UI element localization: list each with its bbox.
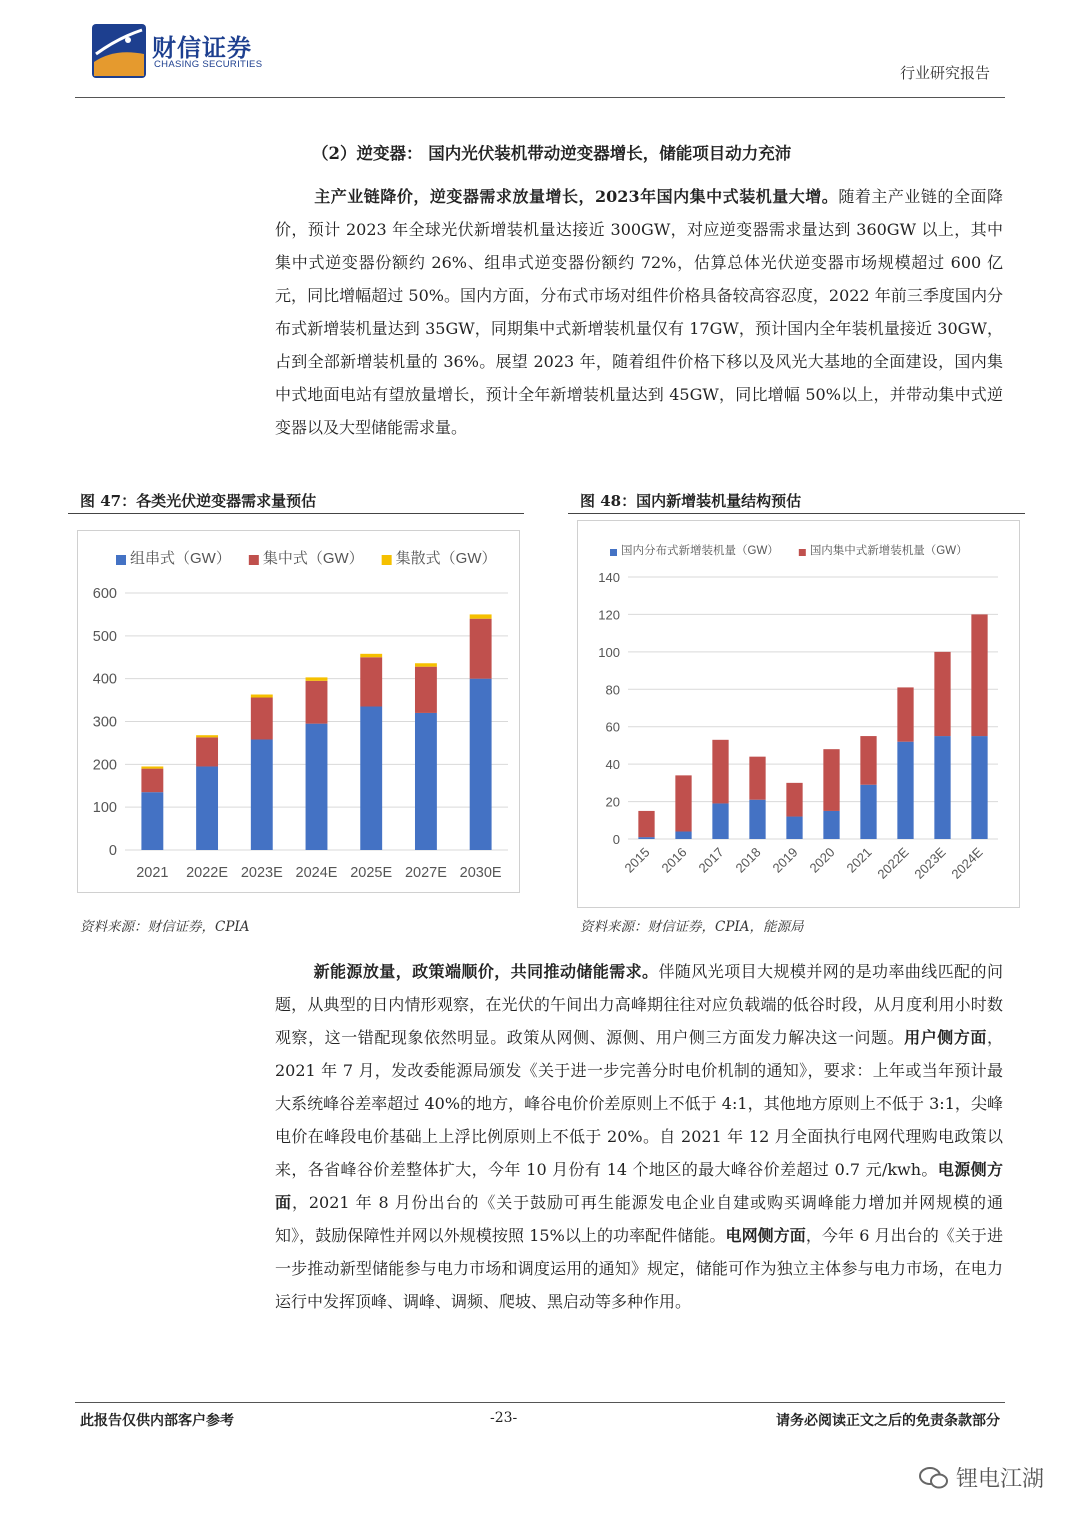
y-tick-label: 80 xyxy=(605,682,620,698)
bar-segment xyxy=(360,654,382,657)
legend-label: 国内集中式新增装机量（GW） xyxy=(809,545,968,557)
y-tick-label: 100 xyxy=(598,644,620,660)
bar-segment xyxy=(749,800,765,839)
legend-swatch xyxy=(116,555,126,565)
bar-segment xyxy=(251,695,273,698)
legend-label: 集散式（GW） xyxy=(395,550,497,567)
footer-disclaimer-right: 请务必阅读正文之后的免责条款部分 xyxy=(776,1413,1000,1429)
company-logo-icon xyxy=(92,24,146,78)
legend-label: 组串式（GW） xyxy=(130,550,231,567)
bar-segment xyxy=(860,785,876,839)
paragraph-inverter-lead: 主产业链降价，逆变器需求放量增长，2023年国内集中式装机量大增。 xyxy=(314,187,839,206)
y-tick-label: 300 xyxy=(92,714,117,731)
legend-label: 集中式（GW） xyxy=(262,550,364,567)
x-tick-label: 2016 xyxy=(658,844,690,876)
bar-segment xyxy=(415,713,437,850)
paragraph-inverter xyxy=(275,180,1003,444)
bar-segment xyxy=(470,679,492,850)
legend-swatch xyxy=(249,555,259,565)
x-tick-label: 2021 xyxy=(843,844,875,876)
bar-segment xyxy=(196,737,218,766)
figure-48-title: 图 48：国内新增装机量结构预估 xyxy=(580,492,802,510)
y-tick-label: 120 xyxy=(598,607,620,623)
page-number: -23- xyxy=(490,1410,518,1426)
x-tick-label: 2017 xyxy=(695,844,727,876)
paragraph-inverter-body: 随着主产业链的全面降价，预计 2023 年全球光伏新增装机量达接近 300GW，对应逆变器需求量达到 360GW 以上，其中集中式逆变器份额约 26%、组串式逆变器份额约 72%，估算总体光伏逆变器市场规模超过 600 亿元，同比增幅超过 50%。国内方面，分布式市场对组件价格具备较高容忍度，2022 年前三季度国内分布式新增装机量达到 35GW，同期集中式新增装机量仅有 17GW，预计国内全年装机量接近 30GW，占到全部新增装机量的 36%。展望 2023 年，随着组件价格下移以及风光大基地的全面建设，国内集中式地面电站有望放量增长，预计全年新增装机量达到 45GW，同比增幅 50%以上，并带动集中式逆变器以及大型储能需求量。 xyxy=(275,187,1003,437)
bar-segment xyxy=(712,740,728,804)
figure-48-source: 资料来源：财信证券，CPIA，能源局 xyxy=(580,919,804,935)
bar-segment xyxy=(638,837,654,839)
wechat-icon xyxy=(919,1466,949,1490)
section-title: （2）逆变器： 国内光伏装机带动逆变器增长，储能项目动力充沛 xyxy=(312,144,792,163)
report-type-label: 行业研究报告 xyxy=(899,64,990,82)
x-tick-label: 2019 xyxy=(769,844,801,876)
bar-segment xyxy=(415,667,437,713)
x-tick-label: 2025E xyxy=(350,865,393,881)
y-tick-label: 0 xyxy=(108,843,117,859)
paragraph-storage-lead: 新能源放量，政策端顺价，共同推动储能需求。 xyxy=(313,962,659,981)
y-tick-label: 600 xyxy=(92,586,117,602)
bar-segment xyxy=(786,817,802,839)
bar-segment xyxy=(786,783,802,817)
legend-label: 国内分布式新增装机量（GW） xyxy=(621,545,779,557)
y-tick-label: 0 xyxy=(612,832,620,847)
figure-47-chart-frame xyxy=(77,530,520,893)
grid-side-heading: 电网侧方面 xyxy=(725,1226,806,1245)
bar-segment xyxy=(141,769,163,793)
bar-segment xyxy=(141,766,163,768)
watermark xyxy=(919,1462,1044,1493)
y-tick-label: 400 xyxy=(92,671,117,688)
y-tick-label: 40 xyxy=(605,757,620,773)
x-tick-label: 2027E xyxy=(404,865,447,881)
x-tick-label: 2023E xyxy=(911,844,949,882)
bar-segment xyxy=(196,735,218,737)
figure-47-chart xyxy=(78,531,519,892)
bar-segment xyxy=(897,687,913,741)
x-tick-label: 2020 xyxy=(806,844,838,876)
bar-segment xyxy=(675,775,691,831)
legend-swatch xyxy=(799,549,806,556)
x-tick-label: 2023E xyxy=(240,865,283,881)
x-tick-label: 2022E xyxy=(874,844,912,882)
bar-segment xyxy=(360,657,382,706)
figure-48-chart-frame xyxy=(577,520,1020,908)
bar-segment xyxy=(971,614,987,736)
y-tick-label: 60 xyxy=(605,719,620,735)
bar-segment xyxy=(712,803,728,839)
paragraph-storage-text-1: 伴随风光项目大规模并网的是功率曲线匹配的问题，从典型的日内情形观察，在光伏的午间出力高峰期往往对应负载端的低谷时段，从月度利用小时数观察，这一错配现象依然明显。政策从网侧、源侧、用户侧三方面发力解决这一问题。 xyxy=(275,962,1003,1047)
bar-segment xyxy=(306,681,328,724)
y-tick-label: 140 xyxy=(598,570,620,585)
legend-swatch xyxy=(382,555,392,565)
bar-segment xyxy=(823,749,839,811)
x-tick-label: 2030E xyxy=(459,865,502,881)
y-tick-label: 200 xyxy=(92,757,117,774)
bar-segment xyxy=(971,736,987,839)
bar-segment xyxy=(306,677,328,680)
x-tick-label: 2018 xyxy=(732,844,764,876)
bar-segment xyxy=(470,614,492,618)
figure-47-title: 图 47：各类光伏逆变器需求量预估 xyxy=(80,492,317,510)
bar-segment xyxy=(251,739,273,850)
bar-segment xyxy=(638,811,654,837)
x-tick-label: 2015 xyxy=(621,844,653,876)
bar-segment xyxy=(823,811,839,839)
bar-segment xyxy=(196,766,218,850)
bar-segment xyxy=(860,736,876,785)
y-tick-label: 100 xyxy=(92,800,117,817)
bar-segment xyxy=(934,736,950,839)
legend-swatch xyxy=(610,549,617,556)
bar-segment xyxy=(306,724,328,850)
paragraph-storage-text-4: ，今年 6 月出台的《关于进一步推动新型储能参与电力市场和调度运用的通知》规定，储能可作为独立主体参与电力市场，在电力运行中发挥顶峰、调峰、调频、爬坡、黑启动等多种作用。 xyxy=(275,1226,1003,1311)
y-tick-label: 20 xyxy=(605,794,620,810)
header-divider xyxy=(75,97,1005,98)
y-tick-label: 500 xyxy=(92,628,117,645)
figure-48-rule xyxy=(568,513,1025,514)
source-side-heading: 电源侧方面 xyxy=(275,1160,1003,1212)
x-tick-label: 2024E xyxy=(948,844,986,882)
bar-segment xyxy=(141,792,163,850)
bar-segment xyxy=(897,742,913,839)
figure-48-chart xyxy=(578,521,1019,907)
x-tick-label: 2022E xyxy=(186,865,229,881)
logo-chinese-name: 财信证券 xyxy=(152,34,252,62)
bar-segment xyxy=(415,663,437,666)
bar-segment xyxy=(470,619,492,679)
paragraph-storage-text-3: ，2021 年 8 月份出台的《关于鼓励可再生能源发电企业自建或购买调峰能力增加并网规模的通知》，鼓励保障性并网以外规模按照 15%以上的功率配件储能。 xyxy=(275,1193,1003,1245)
figure-47-rule xyxy=(68,513,524,514)
bar-segment xyxy=(251,698,273,740)
footer-divider xyxy=(75,1402,1005,1403)
watermark-text: 锂电江湖 xyxy=(955,1467,1044,1492)
footer-disclaimer-left: 此报告仅供内部客户参考 xyxy=(80,1413,234,1429)
figure-47-source: 资料来源：财信证券，CPIA xyxy=(80,919,250,935)
x-tick-label: 2021 xyxy=(136,865,169,881)
bar-segment xyxy=(934,652,950,736)
bar-segment xyxy=(675,832,691,839)
logo-english-name: CHASING SECURITIES xyxy=(154,59,263,70)
user-side-heading: 用户侧方面 xyxy=(904,1028,987,1047)
bar-segment xyxy=(749,757,765,800)
x-tick-label: 2024E xyxy=(295,865,338,881)
paragraph-storage-text-2: ，2021 年 7 月，发改委能源局颁发《关于进一步完善分时电价机制的通知》，要求：上年或当年预计最大系统峰谷差率超过 40%的地方，峰谷电价价差原则上不低于 4:1，其他地方原则上不低于 3:1，尖峰电价在峰段电价基础上上浮比例原则上不低于 20%。自 2021 年 12 月全面执行电网代理购电政策以来，各省峰谷价差整体扩大，今年 10 月份有 14 个地区的最大峰谷价差超过 0.7 元/kwh。 xyxy=(275,1028,1003,1179)
paragraph-storage xyxy=(275,955,1003,1318)
bar-segment xyxy=(360,707,382,850)
